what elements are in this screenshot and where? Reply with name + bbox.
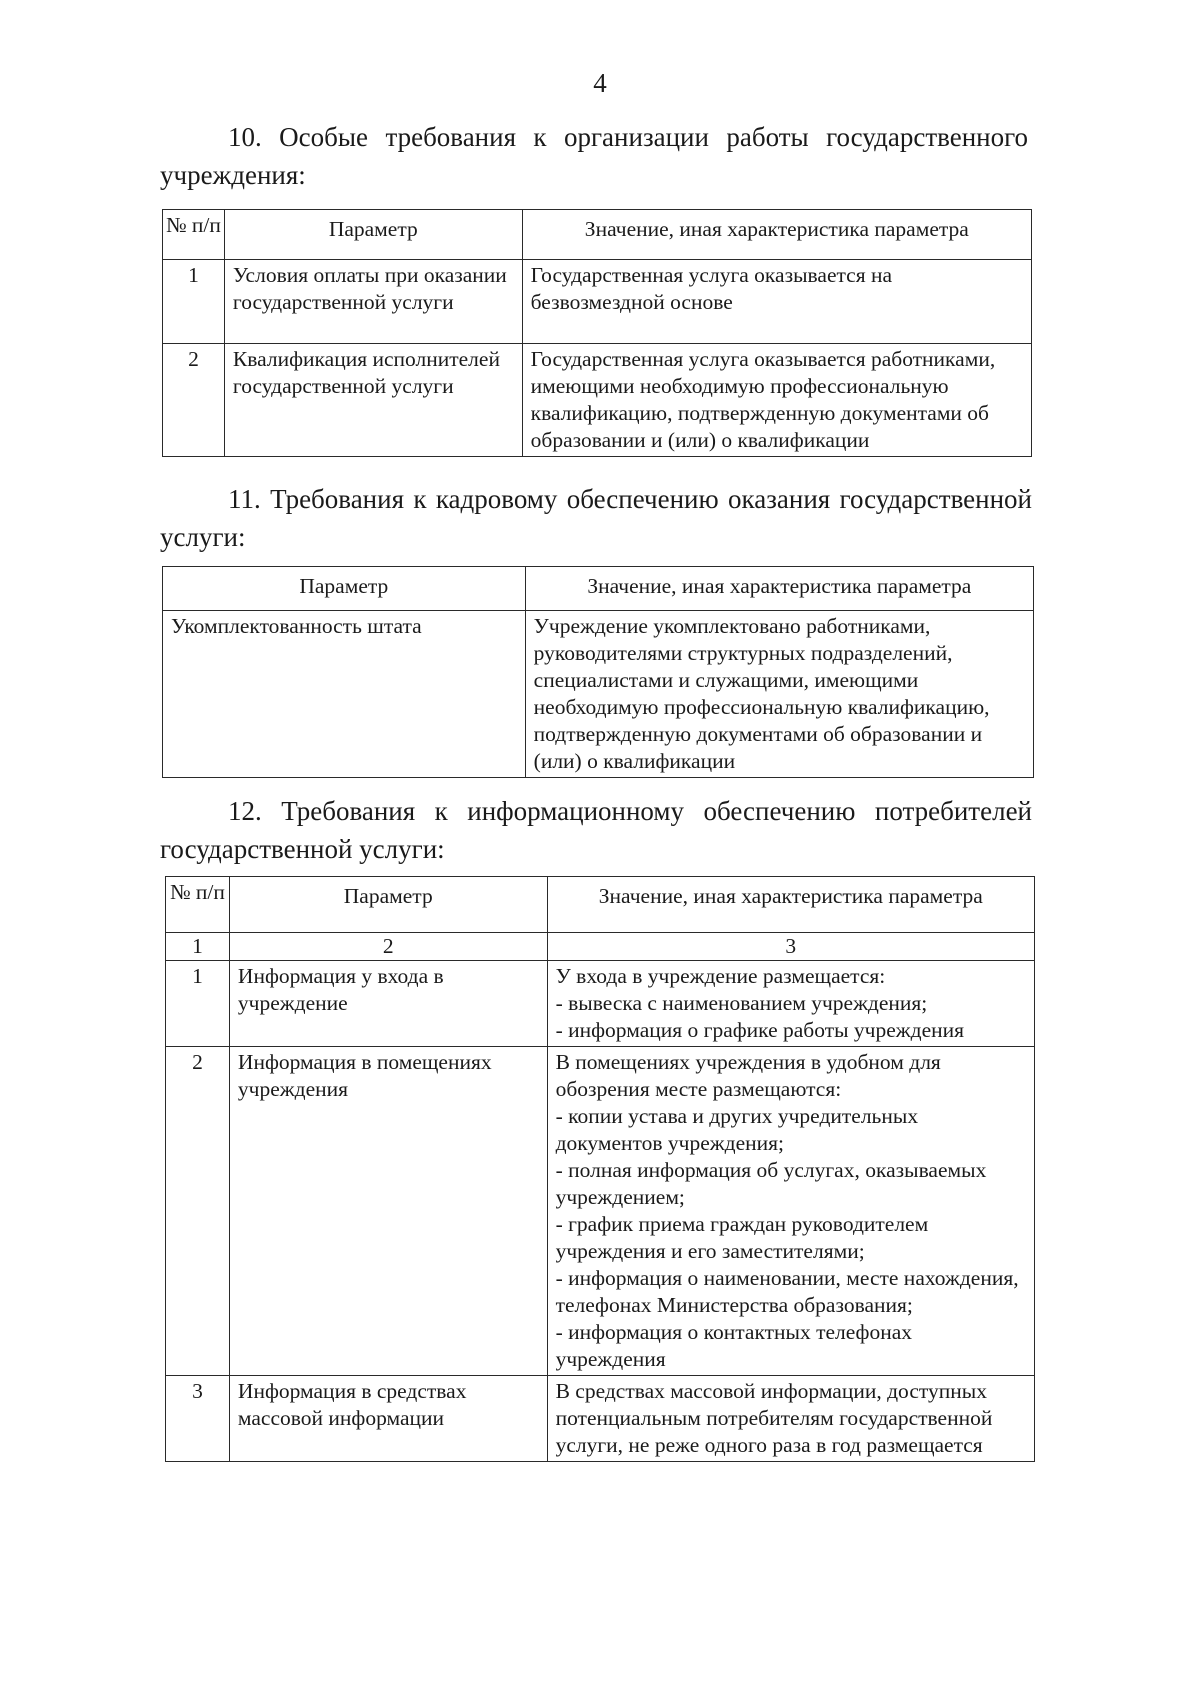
table-row — [166, 1047, 1035, 1376]
value-line: - полная информация об услугах, оказываемых учреждением; — [555, 1158, 987, 1209]
col-number-3: 3 — [547, 933, 1034, 961]
header-param: Параметр — [229, 877, 547, 933]
table-header-row — [166, 877, 1035, 933]
row-value — [547, 1047, 1034, 1376]
col-number-1: 1 — [166, 933, 230, 961]
row-num: 1 — [163, 260, 225, 344]
row-num: 2 — [163, 344, 225, 457]
value-line: - информация о графике работы учреждения — [555, 1018, 965, 1042]
row-param: Квалификация исполнителей государственной услуги — [224, 344, 522, 457]
row-value — [547, 1376, 1034, 1462]
value-line: - информация о наименовании, месте нахождения, телефонах Министерства образования; — [555, 1266, 1019, 1317]
table-row — [166, 961, 1035, 1047]
value-line: У входа в учреждение размещается: — [555, 964, 886, 988]
section-10-table — [162, 209, 1032, 457]
section-11-heading-line1: 11. Требования к кадровому обеспечению оказания государственной — [228, 484, 1032, 514]
row-num: 2 — [166, 1047, 230, 1376]
header-num: № п/п — [166, 877, 230, 933]
row-param: Информация в средствах массовой информации — [229, 1376, 547, 1462]
section-12-heading — [160, 792, 1032, 868]
value-line: - график приема граждан руководителем учреждения и его заместителями; — [555, 1212, 929, 1263]
header-param: Параметр — [224, 210, 522, 260]
row-param: Укомплектованность штата — [163, 611, 526, 778]
row-value: Учреждение укомплектовано работниками, руководителями структурных подразделений, специалистами и служащими, имеющими необходимую профессиональную квалификацию, подтвержденную документами об образовании и (или) о квалификации — [525, 611, 1033, 778]
table-row — [163, 344, 1032, 457]
row-param: Информация в помещениях учреждения — [229, 1047, 547, 1376]
value-line: - вывеска с наименованием учреждения; — [555, 991, 928, 1015]
header-param: Параметр — [163, 567, 526, 611]
col-number-2: 2 — [229, 933, 547, 961]
section-12-heading-line1: 12. Требования к информационному обеспечению потребителей — [228, 796, 1032, 826]
header-value: Значение, иная характеристика параметра — [547, 877, 1034, 933]
section-10-heading-line1: 10. Особые требования к организации работы государственного — [228, 122, 1028, 152]
value-line: - копии устава и других учредительных документов учреждения; — [555, 1104, 919, 1155]
table-row — [166, 1376, 1035, 1462]
section-10-heading-line2: учреждения: — [160, 160, 306, 190]
row-param: Условия оплаты при оказании государственной услуги — [224, 260, 522, 344]
table-row — [163, 260, 1032, 344]
section-10-heading — [160, 118, 1028, 194]
value-line: В средствах массовой информации, доступных потенциальным потребителям государственной услуги, не реже одного раза в год размещается — [555, 1379, 993, 1457]
section-11-heading — [160, 480, 1032, 556]
header-value: Значение, иная характеристика параметра — [522, 210, 1031, 260]
section-11-table — [162, 566, 1034, 778]
table-row — [163, 611, 1034, 778]
row-value — [547, 961, 1034, 1047]
table-header-row — [163, 567, 1034, 611]
page-number: 4 — [593, 68, 607, 98]
value-line: В помещениях учреждения в удобном для обозрения месте размещаются: — [555, 1050, 941, 1101]
header-value: Значение, иная характеристика параметра — [525, 567, 1033, 611]
row-value: Государственная услуга оказывается на безвозмездной основе — [522, 260, 1031, 344]
row-num: 3 — [166, 1376, 230, 1462]
value-line: - информация о контактных телефонах учреждения — [555, 1320, 913, 1371]
section-12-table — [165, 876, 1035, 1462]
column-number-row — [166, 933, 1035, 961]
row-value: Государственная услуга оказывается работниками, имеющими необходимую профессиональную квалификацию, подтвержденную документами об образовании и (или) о квалификации — [522, 344, 1031, 457]
row-num: 1 — [166, 961, 230, 1047]
section-12-heading-line2: государственной услуги: — [160, 834, 445, 864]
table-header-row — [163, 210, 1032, 260]
row-param: Информация у входа в учреждение — [229, 961, 547, 1047]
header-num: № п/п — [163, 210, 225, 260]
section-11-heading-line2: услуги: — [160, 522, 246, 552]
